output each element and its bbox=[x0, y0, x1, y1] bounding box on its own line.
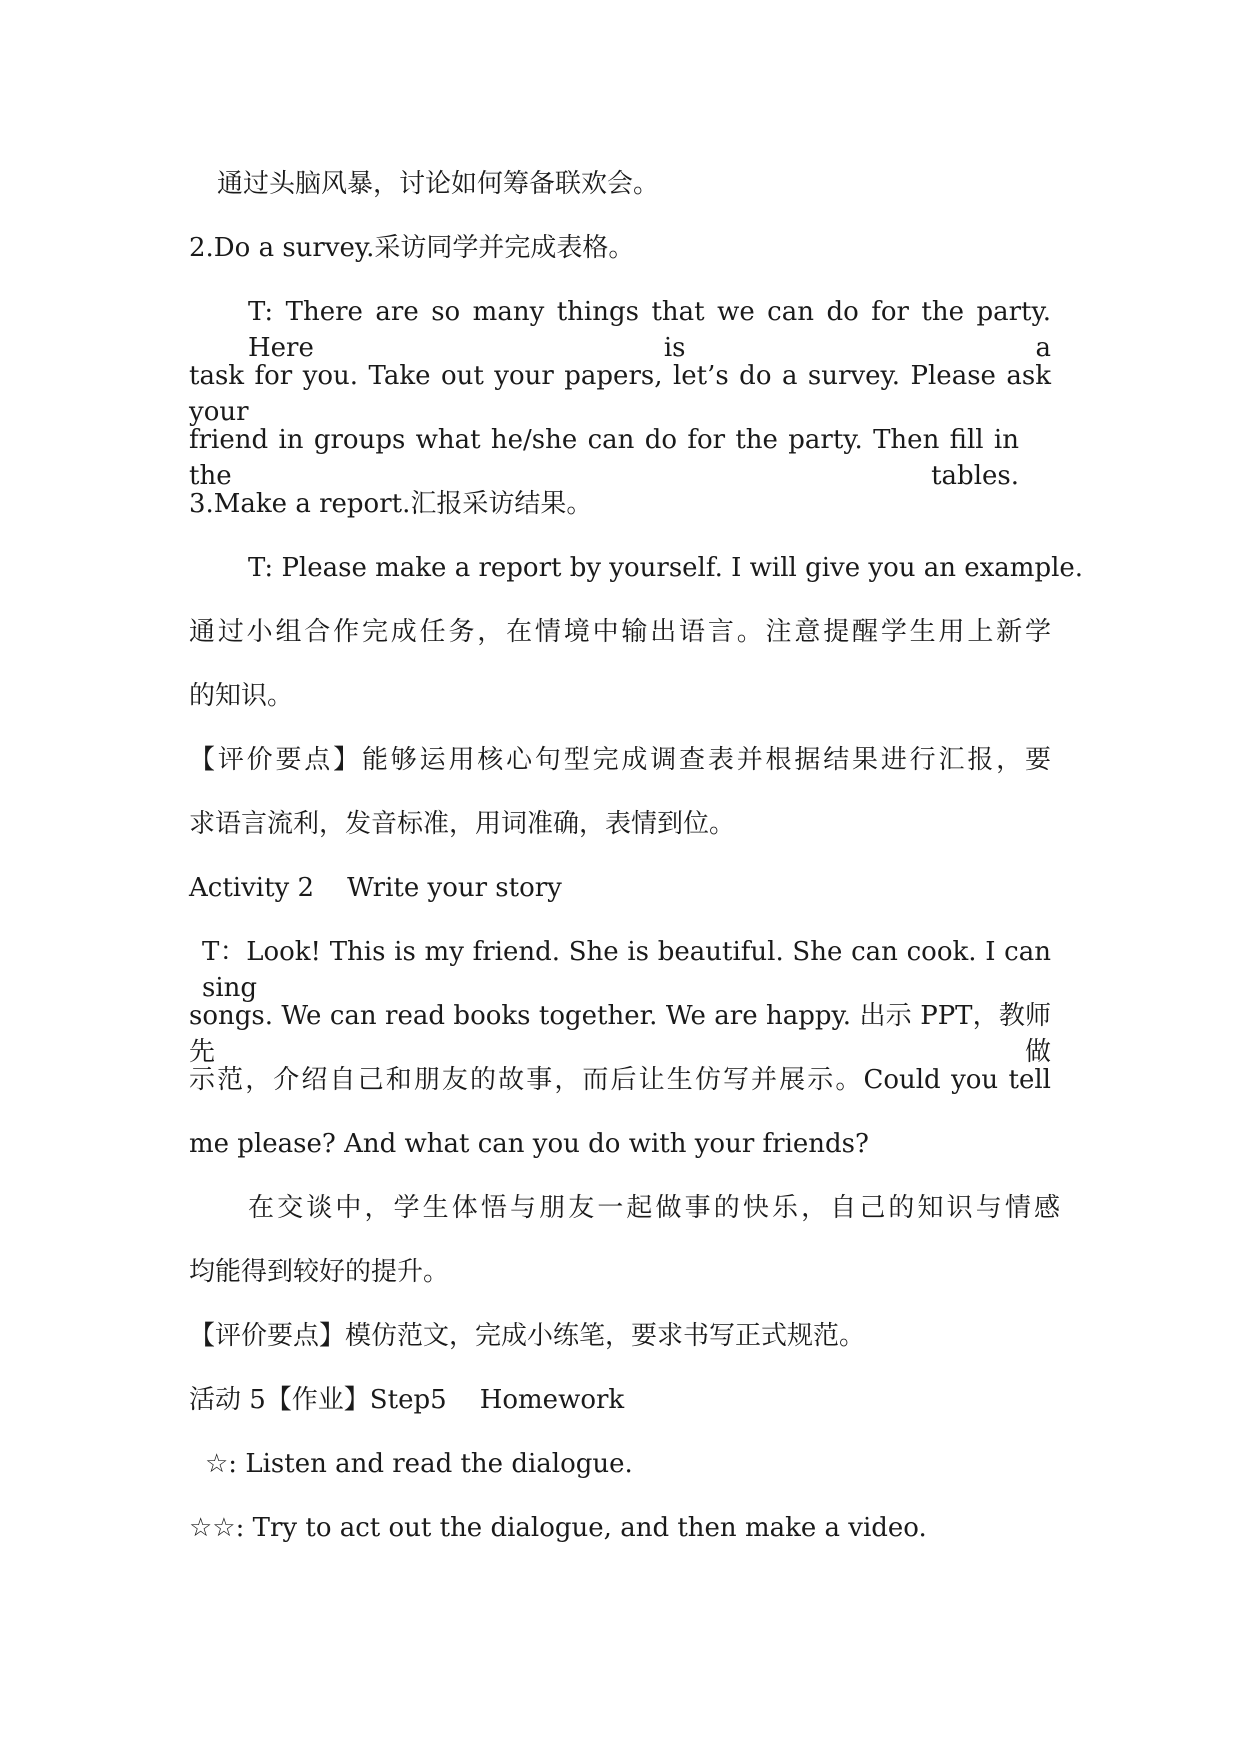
evaluation-point: 【评价要点】模仿范文，完成小练笔，要求书写正式规范。 bbox=[189, 1321, 866, 1351]
text-line: me please? And what can you do with your friends? bbox=[189, 1129, 869, 1159]
text-line: 通过头脑风暴，讨论如何筹备联欢会。 bbox=[217, 169, 660, 199]
homework-item: ☆: Listen and read the dialogue. bbox=[205, 1449, 633, 1479]
text-line: 通过小组合作完成任务，在情境中输出语言。注意提醒学生用上新学 bbox=[189, 617, 1051, 647]
text-line: T：Look! This is my friend. She is beautiful. She can cook. I can sing bbox=[202, 937, 1051, 1003]
text-line: 求语言流利，发音标准，用词准确，表情到位。 bbox=[189, 809, 736, 839]
section-heading: 3.Make a report.汇报采访结果。 bbox=[189, 489, 593, 519]
text-line: 均能得到较好的提升。 bbox=[189, 1257, 450, 1287]
text-line: T: Please make a report by yourself. I will give you an example. bbox=[248, 553, 1084, 583]
homework-item: ☆☆: Try to act out the dialogue, and then make a video. bbox=[189, 1513, 927, 1543]
text-line: songs. We can read books together. We are happy. 出示 PPT，教师先做 bbox=[189, 1001, 1051, 1067]
text-line: 的知识。 bbox=[189, 681, 294, 711]
text-line: friend in groups what he/she can do for the party. Then fill in the tables. bbox=[189, 425, 1019, 491]
text-line: T: There are so many things that we can do for the party. Here is a bbox=[248, 297, 1051, 363]
text-line: 在交谈中，学生体悟与朋友一起做事的快乐，自己的知识与情感 bbox=[248, 1193, 1060, 1223]
text-line: task for you. Take out your papers, let’s do a survey. Please ask your bbox=[189, 361, 1051, 427]
section-heading: 2.Do a survey.采访同学并完成表格。 bbox=[189, 233, 635, 263]
evaluation-point: 【评价要点】能够运用核心句型完成调查表并根据结果进行汇报，要 bbox=[189, 745, 1051, 775]
homework-heading: 活动 5【作业】Step5 Homework bbox=[189, 1385, 625, 1415]
text-line: 示范，介绍自己和朋友的故事，而后让生仿写并展示。Could you tell bbox=[189, 1065, 1051, 1095]
activity-heading: Activity 2 Write your story bbox=[189, 873, 562, 903]
